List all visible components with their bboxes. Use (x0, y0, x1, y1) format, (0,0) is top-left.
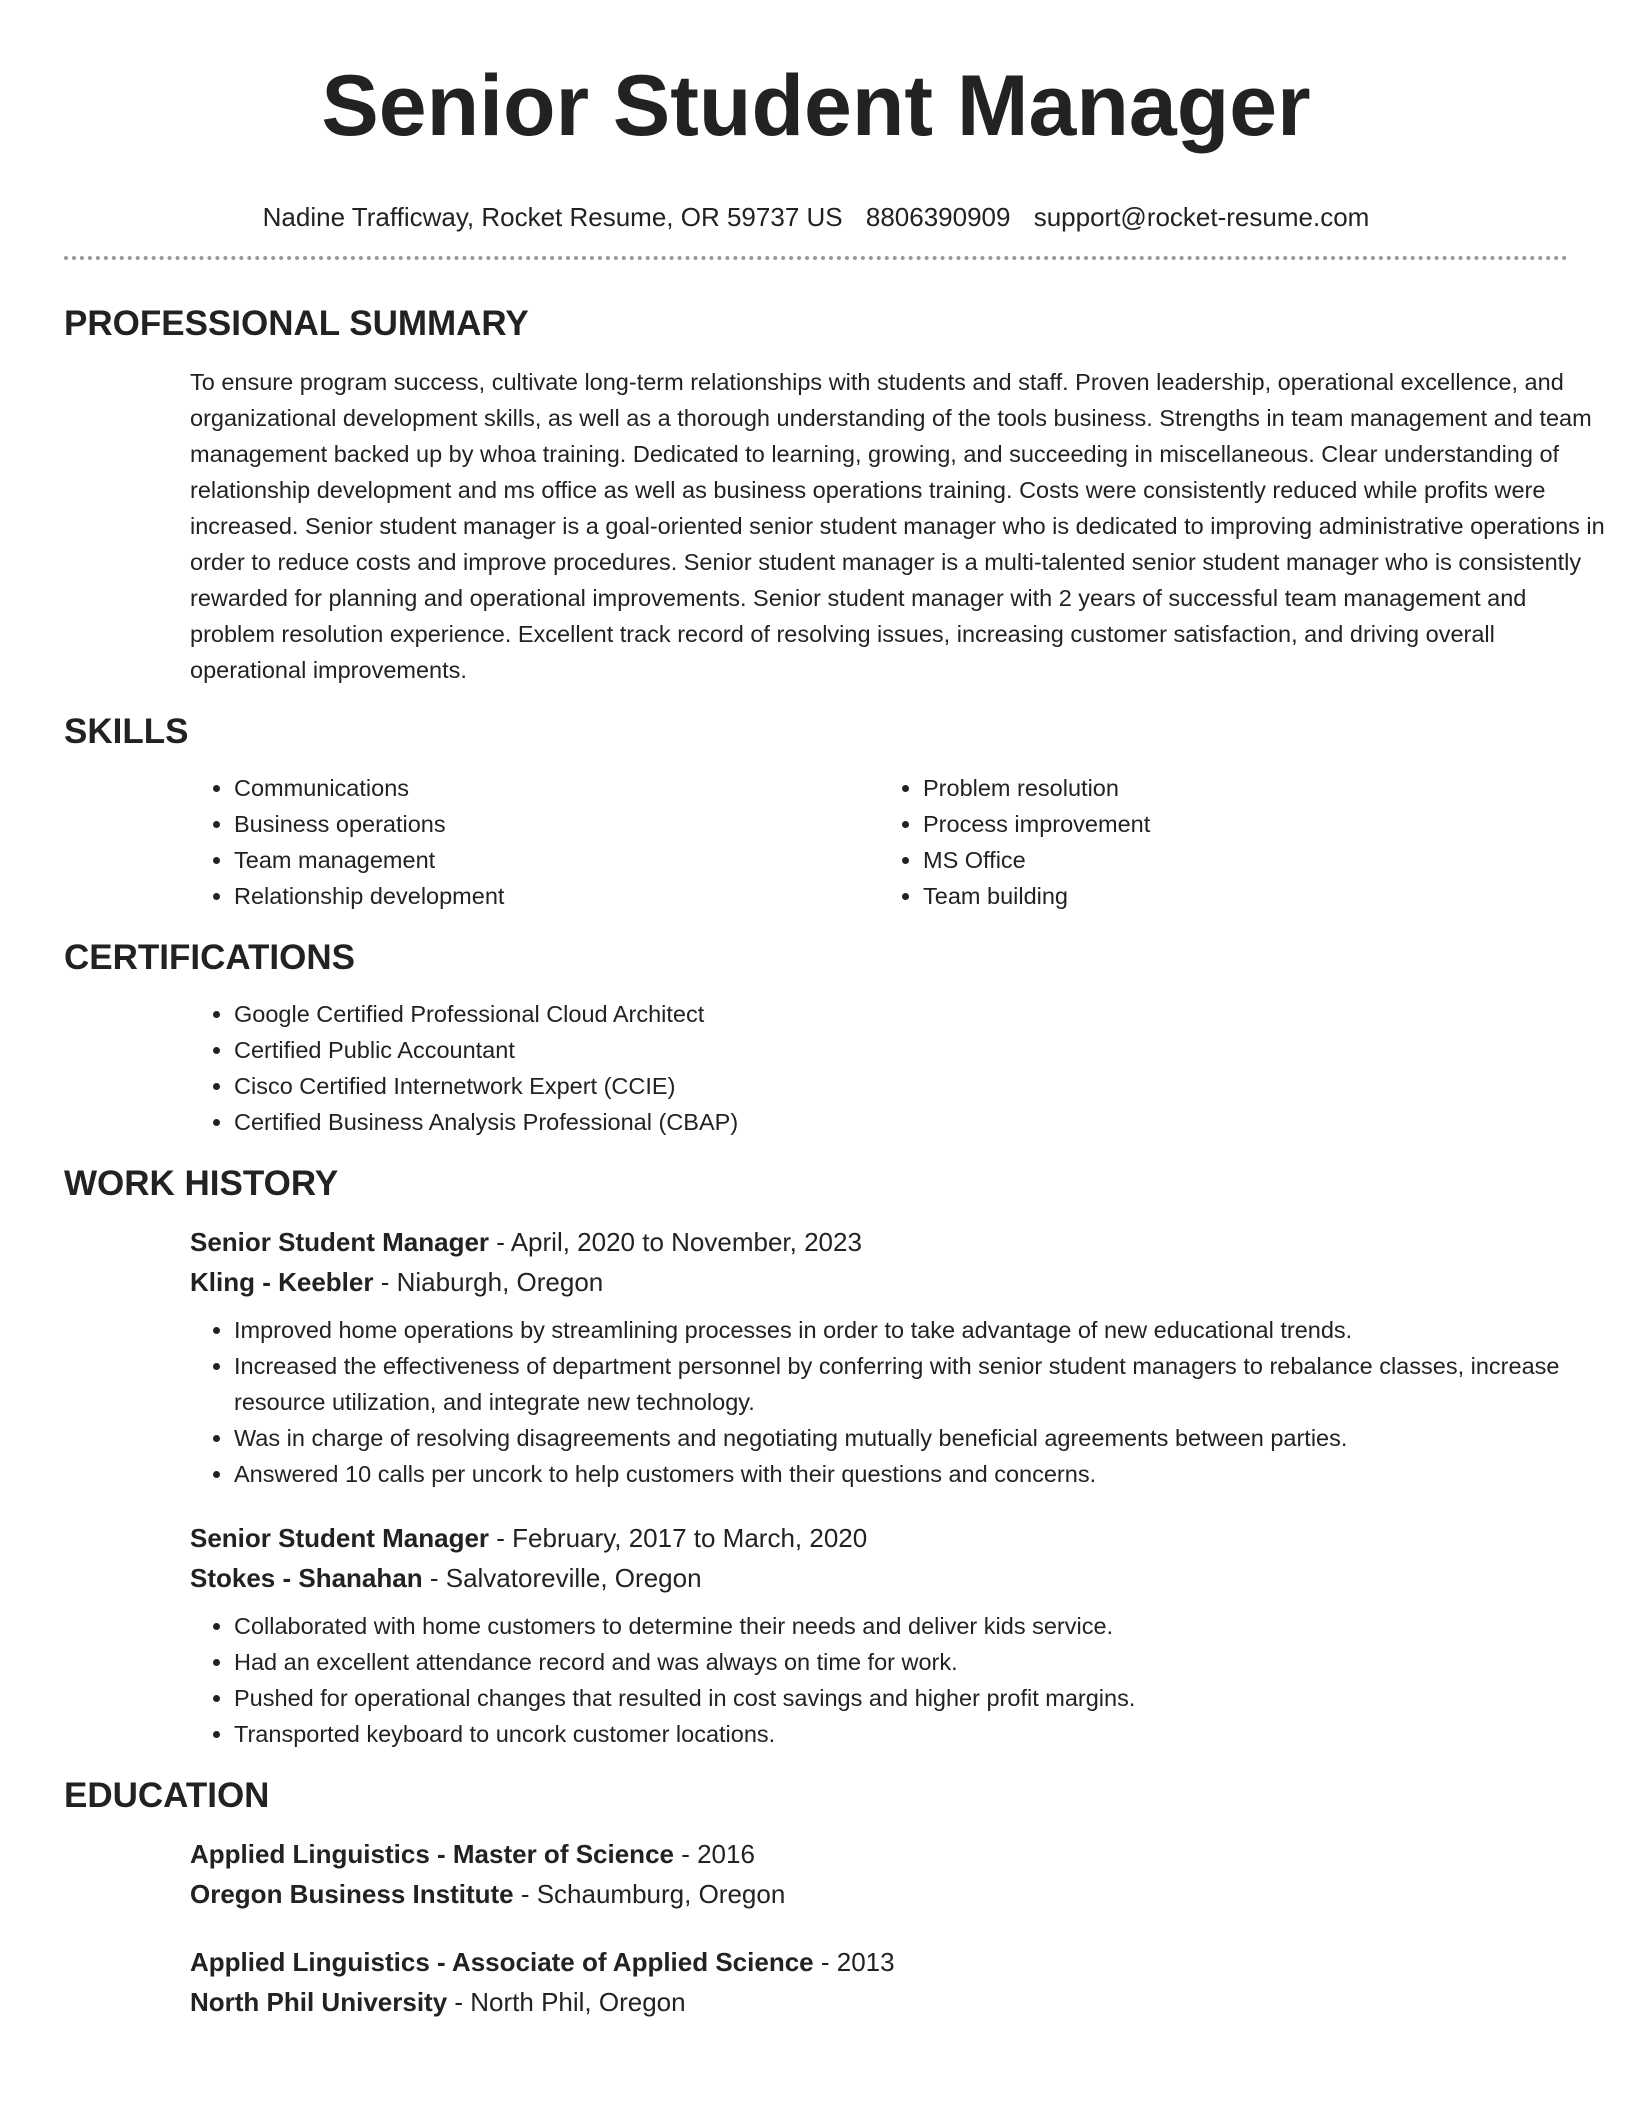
education-school: North Phil University (190, 1987, 448, 2017)
job-duties-list (190, 1608, 1568, 1752)
education-section (64, 1774, 1568, 2022)
skills-heading: SKILLS (64, 712, 189, 751)
skills-right-column (879, 770, 1568, 914)
education-school-line (190, 1874, 1568, 1914)
summary-section (64, 302, 1605, 688)
skills-section (64, 710, 1568, 914)
education-location: - Schaumburg, Oregon (513, 1879, 786, 1909)
education-location: - North Phil, Oregon (447, 1987, 686, 2017)
job-duty: • Answered 10 calls per uncork to help customers with their questions and concerns. (234, 1456, 1568, 1492)
certification-item: • Certified Public Accountant (234, 1032, 1568, 1068)
job-company-line (190, 1558, 1568, 1598)
summary-heading: PROFESSIONAL SUMMARY (64, 304, 529, 343)
job-duty: • Improved home operations by streamlining processes in order to take advantage of new educational trends. (234, 1312, 1568, 1348)
education-year: - 2016 (673, 1839, 755, 1869)
header-divider (64, 256, 1568, 260)
job-duty: • Was in charge of resolving disagreements and negotiating mutually beneficial agreements between parties. (234, 1420, 1568, 1456)
job-company: Kling - Keebler (190, 1267, 374, 1297)
skill-item: • Relationship development (234, 878, 879, 914)
work-history-heading: WORK HISTORY (64, 1164, 339, 1203)
education-school: Oregon Business Institute (190, 1879, 514, 1909)
contact-phone: 8806390909 (865, 202, 1011, 232)
certifications-list (190, 996, 1568, 1140)
education-degree-line (190, 1942, 1568, 1982)
skill-item: • Process improvement (923, 806, 1568, 842)
certifications-section (64, 936, 1568, 1140)
education-heading: EDUCATION (64, 1776, 270, 1815)
certifications-heading: CERTIFICATIONS (64, 938, 356, 977)
job-location: - Salvatoreville, Oregon (422, 1563, 702, 1593)
job-entry (190, 1222, 1568, 1492)
contact-address: Nadine Trafficway, Rocket Resume, OR 59737 US (262, 202, 843, 232)
job-company-line (190, 1262, 1568, 1302)
resume-title: Senior Student Manager (321, 58, 1311, 154)
certification-item: • Certified Business Analysis Professional (CBAP) (234, 1104, 1568, 1140)
job-duty: • Transported keyboard to uncork customer locations. (234, 1716, 1568, 1752)
skills-left-column (190, 770, 879, 914)
skill-item: • Problem resolution (923, 770, 1568, 806)
certification-item: • Google Certified Professional Cloud Architect (234, 996, 1568, 1032)
certification-item: • Cisco Certified Internetwork Expert (CCIE) (234, 1068, 1568, 1104)
job-duties-list (190, 1312, 1568, 1492)
job-role-line (190, 1222, 1568, 1262)
contact-line (64, 200, 1568, 234)
education-year: - 2013 (813, 1947, 895, 1977)
job-duty: • Had an excellent attendance record and was always on time for work. (234, 1644, 1568, 1680)
job-duty: • Pushed for operational changes that resulted in cost savings and higher profit margins. (234, 1680, 1568, 1716)
education-entry (190, 1834, 1568, 1914)
education-school-line (190, 1982, 1568, 2022)
skill-item: • Team management (234, 842, 879, 878)
job-role: Senior Student Manager (190, 1227, 490, 1257)
contact-email: support@rocket-resume.com (1033, 202, 1370, 232)
job-company: Stokes - Shanahan (190, 1563, 423, 1593)
skill-item: • Communications (234, 770, 879, 806)
job-duty: • Collaborated with home customers to determine their needs and deliver kids service. (234, 1608, 1568, 1644)
job-dates: - April, 2020 to November, 2023 (489, 1227, 862, 1257)
job-role-line (190, 1518, 1568, 1558)
summary-text: To ensure program success, cultivate long-term relationships with students and staff. Proven leadership, operational excellence, and organizational development skills, as well as a thorough understanding of the tools business. Strengths in team management and team management backed up by whoa training. Dedicated to learning, growing, and succeeding in miscellaneous. Clear understanding of relationship development and ms office as well as business operations training. Costs were consistently reduced while profits were increased. Senior student manager is a goal-oriented senior student manager who is dedicated to improving administrative operations in order to reduce costs and improve procedures. Senior student manager is a multi-talented senior student manager who is consistently rewarded for planning and operational improvements. Senior student manager with 2 years of successful team management and problem resolution experience. Excellent track record of resolving issues, increasing customer satisfaction, and driving overall operational improvements. (190, 369, 1605, 683)
job-location: - Niaburgh, Oregon (373, 1267, 604, 1297)
skills-grid (190, 770, 1568, 914)
job-entry (190, 1518, 1568, 1752)
job-dates: - February, 2017 to March, 2020 (489, 1523, 868, 1553)
skill-item: • MS Office (923, 842, 1568, 878)
education-entry (190, 1942, 1568, 2022)
education-degree-line (190, 1834, 1568, 1874)
education-degree: Applied Linguistics - Associate of Applied Science (190, 1947, 814, 1977)
skill-item: • Business operations (234, 806, 879, 842)
skill-item: • Team building (923, 878, 1568, 914)
education-degree: Applied Linguistics - Master of Science (190, 1839, 674, 1869)
job-duty: • Increased the effectiveness of department personnel by conferring with senior student managers to rebalance classes, increase resource utilization, and integrate new technology. (234, 1348, 1568, 1420)
work-history-section (64, 1162, 1568, 1752)
job-role: Senior Student Manager (190, 1523, 490, 1553)
